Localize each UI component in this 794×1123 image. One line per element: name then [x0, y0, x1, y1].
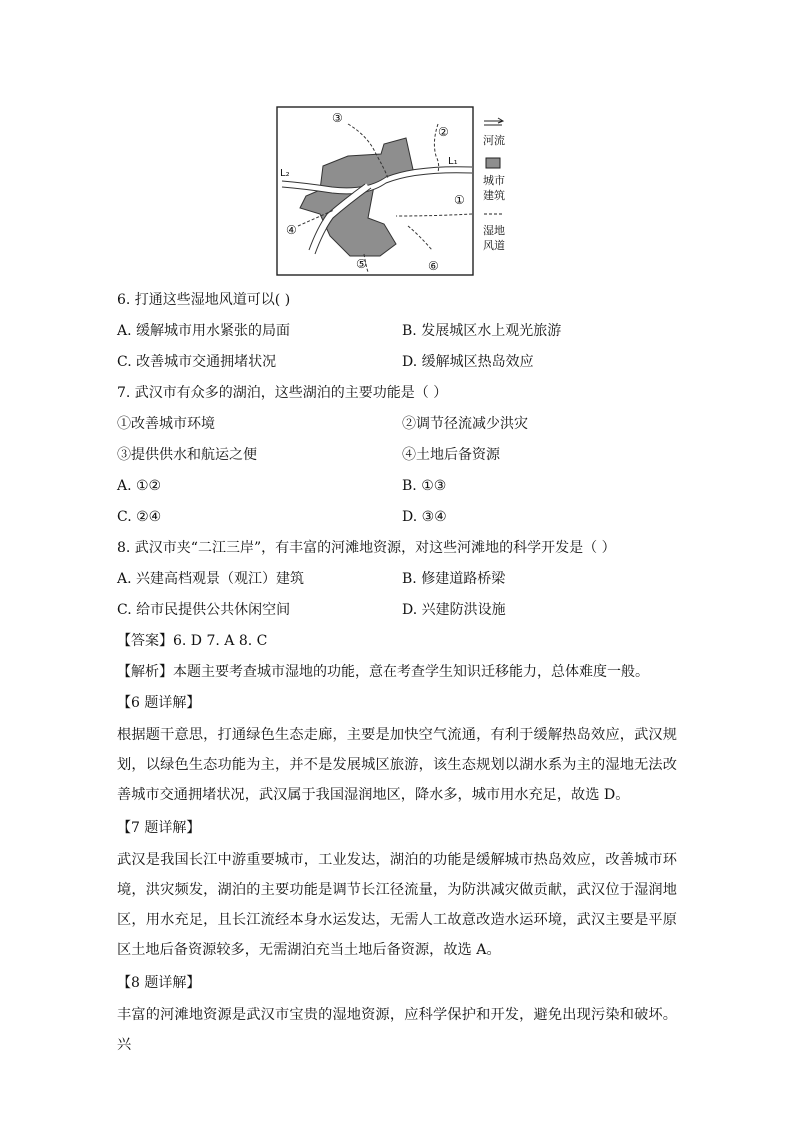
legend-river: 河流: [483, 134, 505, 147]
detail-6-text: 根据题干意思，打通绿色生态走廊，主要是加快空气流通，有利于缓解热岛效应，武汉规划，以绿色生态功能为主，并不是发展城区旅游，该生态规划以湖水系为主的湿地无法改善城市交通拥堵状况，武汉属于我国湿润地区，降水多，城市用水充足，故选 D。: [117, 727, 677, 803]
marker-1: ①: [454, 193, 465, 207]
q7-statement-1: ①改善城市环境: [117, 416, 215, 432]
analysis-line: 【解析】本题主要考查城市湿地的功能，意在考查学生知识迁移能力，总体难度一般。: [117, 664, 649, 680]
marker-5: ⑤: [356, 257, 367, 271]
q6-option-c: C. 改善城市交通拥堵状况: [117, 354, 277, 370]
q7-statement-4: ④土地后备资源: [402, 447, 500, 463]
map-legend: [483, 118, 505, 252]
q7-statement-3: ③提供供水和航运之便: [117, 447, 257, 463]
detail-7-heading: 【7 题详解】: [117, 820, 201, 836]
marker-2: ②: [438, 125, 449, 139]
q8-option-c: C. 给市民提供公共休闲空间: [117, 602, 291, 618]
q7-statement-2: ②调节径流减少洪灾: [402, 416, 528, 432]
marker-4: ④: [286, 223, 297, 237]
marker-6: ⑥: [428, 259, 439, 273]
wetland-map-figure: [276, 106, 516, 278]
marker-3: ③: [332, 111, 343, 125]
q7-option-a: A. ①②: [117, 478, 162, 494]
legend-building-line2: 建筑: [483, 189, 505, 202]
q8-option-b: B. 修建道路桥梁: [402, 571, 506, 587]
detail-6-heading: 【6 题详解】: [117, 695, 201, 711]
detail-7-text: 武汉是我国长江中游重要城市，工业发达，湖泊的功能是缓解城市热岛效应，改善城市环境，洪灾频发，湖泊的主要功能是调节长江径流量，为防洪减灾做贡献，武汉位于湿润地区，用水充足，且长江流经本身水运发达，无需人工故意改造水运环境，武汉主要是平原区土地后备资源较多，无需湖泊充当土地后备资源，故选 A。: [117, 852, 677, 958]
detail-8-heading: 【8 题详解】: [117, 975, 201, 991]
q7-option-b: B. ①③: [402, 478, 447, 494]
detail-8-text: 丰富的河滩地资源是武汉市宝贵的湿地资源，应科学保护和开发，避免出现污染和破坏。兴: [117, 1007, 677, 1053]
answer-line: 【答案】6. D 7. A 8. C: [117, 633, 268, 649]
q8-stem: 8. 武汉市夹“二江三岸”，有丰富的河滩地资源，对这些河滩地的科学开发是（ ）: [117, 540, 616, 556]
q6-option-d: D. 缓解城区热岛效应: [402, 354, 534, 370]
q7-option-d: D. ③④: [402, 509, 447, 525]
label-L2: L₂: [280, 168, 290, 179]
q6-option-b: B. 发展城区水上观光旅游: [402, 323, 562, 339]
legend-building-line1: 城市: [483, 174, 505, 187]
q6-stem: 6. 打通这些湿地风道可以( ): [117, 292, 291, 308]
legend-wind-line1: 湿地: [483, 224, 505, 237]
q7-option-c: C. ②④: [117, 509, 162, 525]
q7-stem: 7. 武汉市有众多的湖泊，这些湖泊的主要功能是（ ）: [117, 385, 448, 401]
legend-wind-line2: 风道: [483, 239, 505, 252]
q8-option-d: D. 兴建防洪设施: [402, 602, 506, 618]
label-L1: L₁: [448, 156, 458, 167]
q8-option-a: A. 兴建高档观景（观江）建筑: [117, 571, 305, 587]
q6-option-a: A. 缓解城市用水紧张的局面: [117, 323, 291, 339]
legend-building-swatch: [486, 158, 500, 168]
